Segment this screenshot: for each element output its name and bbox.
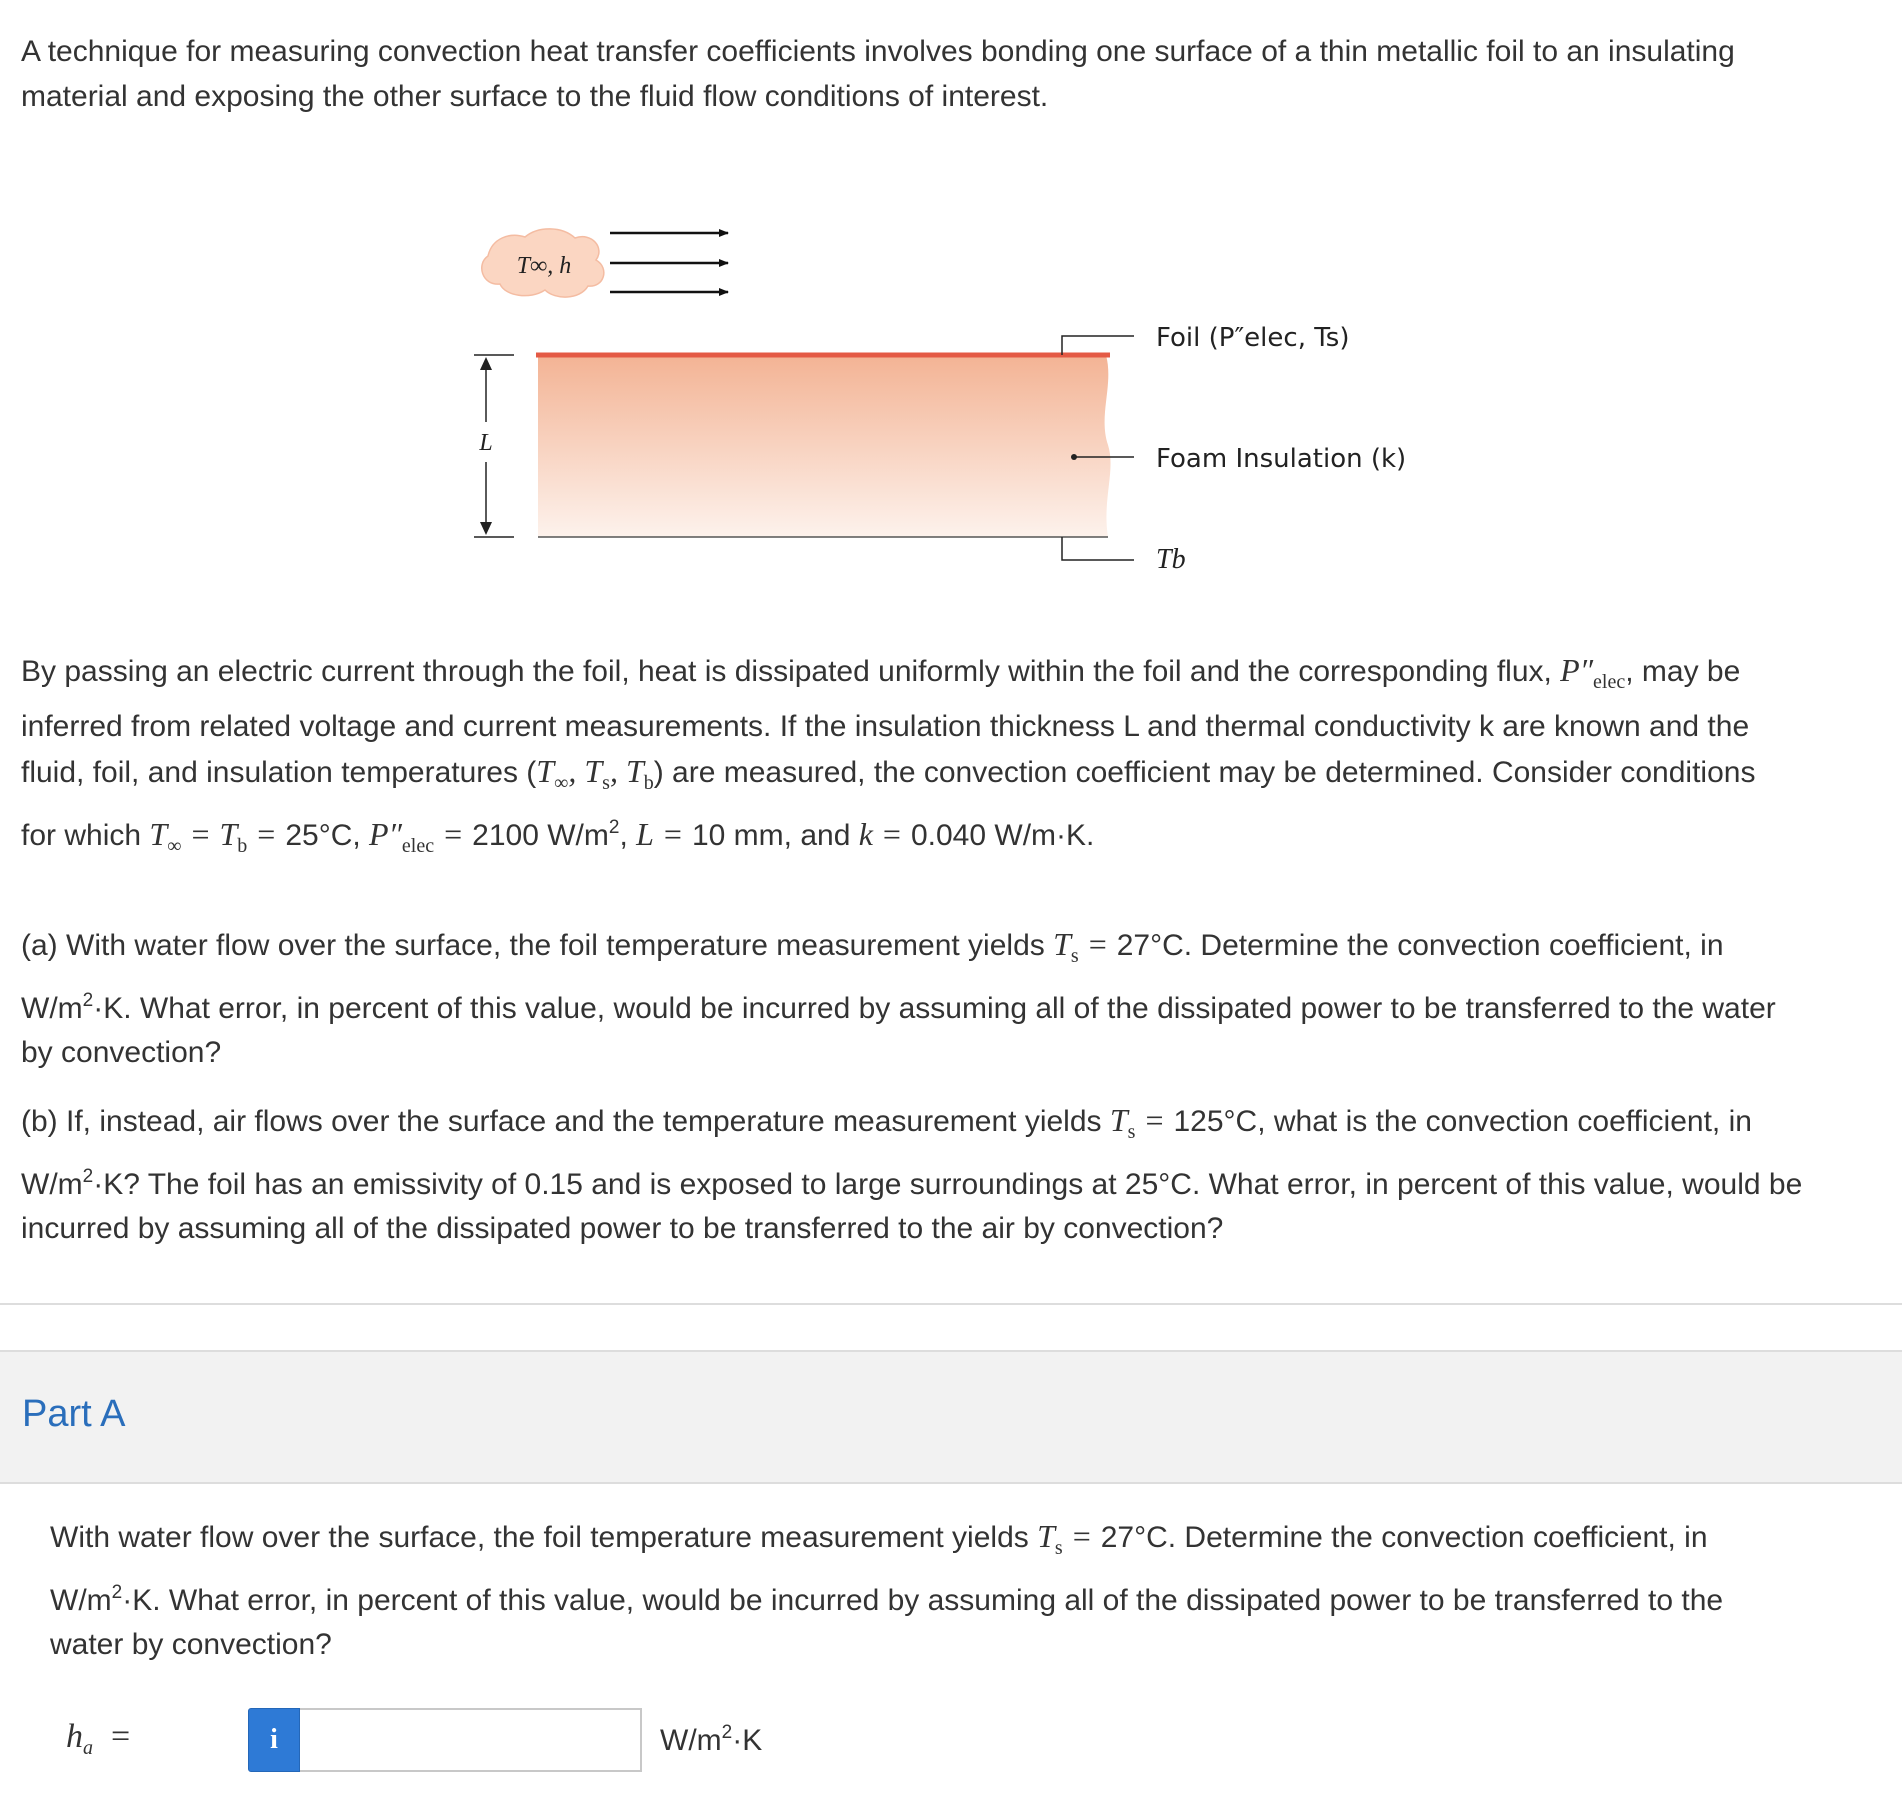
flow-arrows xyxy=(610,233,728,292)
insulation-label: Foam Insulation (k) xyxy=(1156,444,1407,474)
given-thickness: 10 mm, and xyxy=(691,818,859,852)
description-text: ) are measured, the convection coefficient may be determined. Consider conditions xyxy=(653,756,1756,789)
given-flux: 2100 W/m xyxy=(472,818,609,852)
description-text: inferred from related voltage and current measurements. If the insulation thickness L and thermal conductivity k are known and the xyxy=(21,709,1750,743)
cloud-label: T∞, h xyxy=(516,253,572,279)
foil-label: Foil (P″elec, Ts) xyxy=(1156,323,1350,353)
fluid-cloud xyxy=(482,229,604,297)
part-a-text: ·K. What error, in percent of this value, would be incurred by assuming all of the dissipated power to be transferred to the xyxy=(122,1583,1724,1617)
question-a-text: ·K. What error, in percent of this value, would be incurred by assuming all of the dissipated power to be transferred to the water xyxy=(93,991,1776,1025)
section-divider xyxy=(0,1303,1902,1305)
question-a: (a) With water flow over the surface, the foil temperature measurement yields $T_s = 27^\circ C$. Determine the convection coefficient, in $W/m^2\cdot K$. What error, in percent of this value, would be incurred by assuming all of the dissipated power to be transferred to the water by convection? xyxy=(21,926,1776,1069)
question-b-text: incurred by assuming all of the dissipated power to be transferred to the air by convection? xyxy=(21,1212,1224,1245)
question-b-text: W/m xyxy=(21,1167,83,1201)
question-a-text: by convection? xyxy=(21,1036,222,1069)
foil-leader xyxy=(1062,336,1134,355)
question-b-text: ·K? The foil has an emissivity of 0.15 and is exposed to large surroundings at 25°C. What error, in percent of this value, would be xyxy=(93,1167,1803,1201)
thickness-dimension xyxy=(474,355,514,537)
description-text: fluid, foil, and insulation temperatures ( xyxy=(21,756,537,789)
given-conductivity: 0.040 W/m·K. xyxy=(910,818,1095,852)
given-temperature: 25°C, xyxy=(285,818,370,852)
part-a-header xyxy=(0,1350,1902,1484)
answer-input[interactable] xyxy=(300,1708,642,1772)
foil-diagram xyxy=(0,200,1902,600)
part-a-question: With water flow over the surface, the foil temperature measurement yields $T_s = 27^\circ C$. Determine the convection coefficient, in $W/m^2\cdot K$. What error, in percent of this value, would be incurred by assuming all of the dissipated power to be transferred to the water by convection? xyxy=(50,1518,1724,1661)
part-a-text: With water flow over the surface, the foil temperature measurement yields xyxy=(50,1521,1038,1554)
answer-unit: $W/m^2\cdot K$ xyxy=(660,1722,763,1757)
description-text: , may be xyxy=(1625,655,1741,688)
question-b-text: 125°C, what is the convection coefficient, in xyxy=(1173,1105,1752,1138)
question-b: (b) If, instead, air flows over the surface and the temperature measurement yields $T_s = 125^\circ C$, what is the convection coefficient, in $W/m^2\cdot K$? The foil has an emissivity of 0.15 and is exposed to large surroundings at 25°C. What error, in percent of this value, would be incurred by assuming all of the dissipated power to be transferred to the air by convection? xyxy=(21,1102,1803,1245)
info-icon[interactable]: i xyxy=(248,1708,300,1772)
foam-insulation-block xyxy=(538,355,1111,537)
description-text: for which xyxy=(21,818,150,852)
intro-line-1: A technique for measuring convection heat transfer coefficients involves bonding one surface of a thin metallic foil to an insulating xyxy=(21,35,1735,68)
part-a-text: W/m xyxy=(50,1583,112,1617)
question-b-text: (b) If, instead, air flows over the surface and the temperature measurement yields xyxy=(21,1105,1110,1138)
question-a-text: 27°C. Determine the convection coefficient, in xyxy=(1116,929,1724,962)
description-text: By passing an electric current through the foil, heat is dissipated uniformly within the foil and the corresponding flux, xyxy=(21,655,1561,688)
answer-label: $h_a$ = xyxy=(66,1718,131,1759)
base-temperature-label: Tb xyxy=(1156,544,1186,575)
intro-line-2: material and exposing the other surface to the fluid flow conditions of interest. xyxy=(21,79,1049,113)
thickness-label: L xyxy=(479,430,493,456)
description-paragraph: By passing an electric current through the foil, heat is dissipated uniformly within the foil and the corresponding flux, $P''_{elec}$, may be inferred from related voltage and current measurements. If the insulation thickness L and thermal conductivity k are known and the fluid, foil, and insulation temperatures ($T_\infty$, $T_s$, $T_b$) are measured, the convection coefficient may be determined. Consider conditions for which $T_\infty = T_b = 25^\circ C$, $P''_{elec} = 2100$ $W/m^2$, L = 10 mm, and k = 0.040 W/m·K. xyxy=(21,652,1756,857)
intro-paragraph xyxy=(21,30,1881,119)
base-leader xyxy=(1062,537,1134,560)
part-a-text: 27°C. Determine the convection coefficient, in xyxy=(1100,1521,1708,1554)
part-a-text: water by convection? xyxy=(50,1628,332,1661)
part-a-title[interactable]: Part A xyxy=(22,1393,126,1435)
question-a-text: W/m xyxy=(21,991,83,1025)
question-a-text: (a) With water flow over the surface, the foil temperature measurement yields xyxy=(21,929,1054,962)
